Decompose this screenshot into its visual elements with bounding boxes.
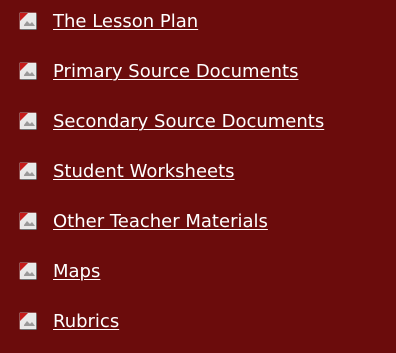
document-icon — [18, 60, 40, 82]
link-student-worksheets[interactable]: Student Worksheets — [53, 161, 235, 182]
document-icon — [18, 160, 40, 182]
document-icon — [18, 260, 40, 282]
link-item-primary-source-documents — [0, 53, 396, 103]
document-icon — [18, 310, 40, 332]
link-item-student-worksheets — [0, 153, 396, 203]
link-secondary-source-documents[interactable]: Secondary Source Documents — [53, 111, 325, 132]
document-icon — [18, 110, 40, 132]
link-item-rubrics — [0, 303, 396, 353]
link-other-teacher-materials[interactable]: Other Teacher Materials — [53, 211, 268, 232]
link-item-maps — [0, 253, 396, 303]
link-maps[interactable]: Maps — [53, 261, 101, 282]
link-item-secondary-source-documents — [0, 103, 396, 153]
link-primary-source-documents[interactable]: Primary Source Documents — [53, 61, 299, 82]
link-rubrics[interactable]: Rubrics — [53, 311, 120, 332]
resource-link-list — [0, 3, 396, 353]
link-lesson-plan[interactable]: The Lesson Plan — [53, 11, 199, 32]
link-item-other-teacher-materials — [0, 203, 396, 253]
document-icon — [18, 10, 40, 32]
document-icon — [18, 210, 40, 232]
link-item-lesson-plan — [0, 3, 396, 53]
